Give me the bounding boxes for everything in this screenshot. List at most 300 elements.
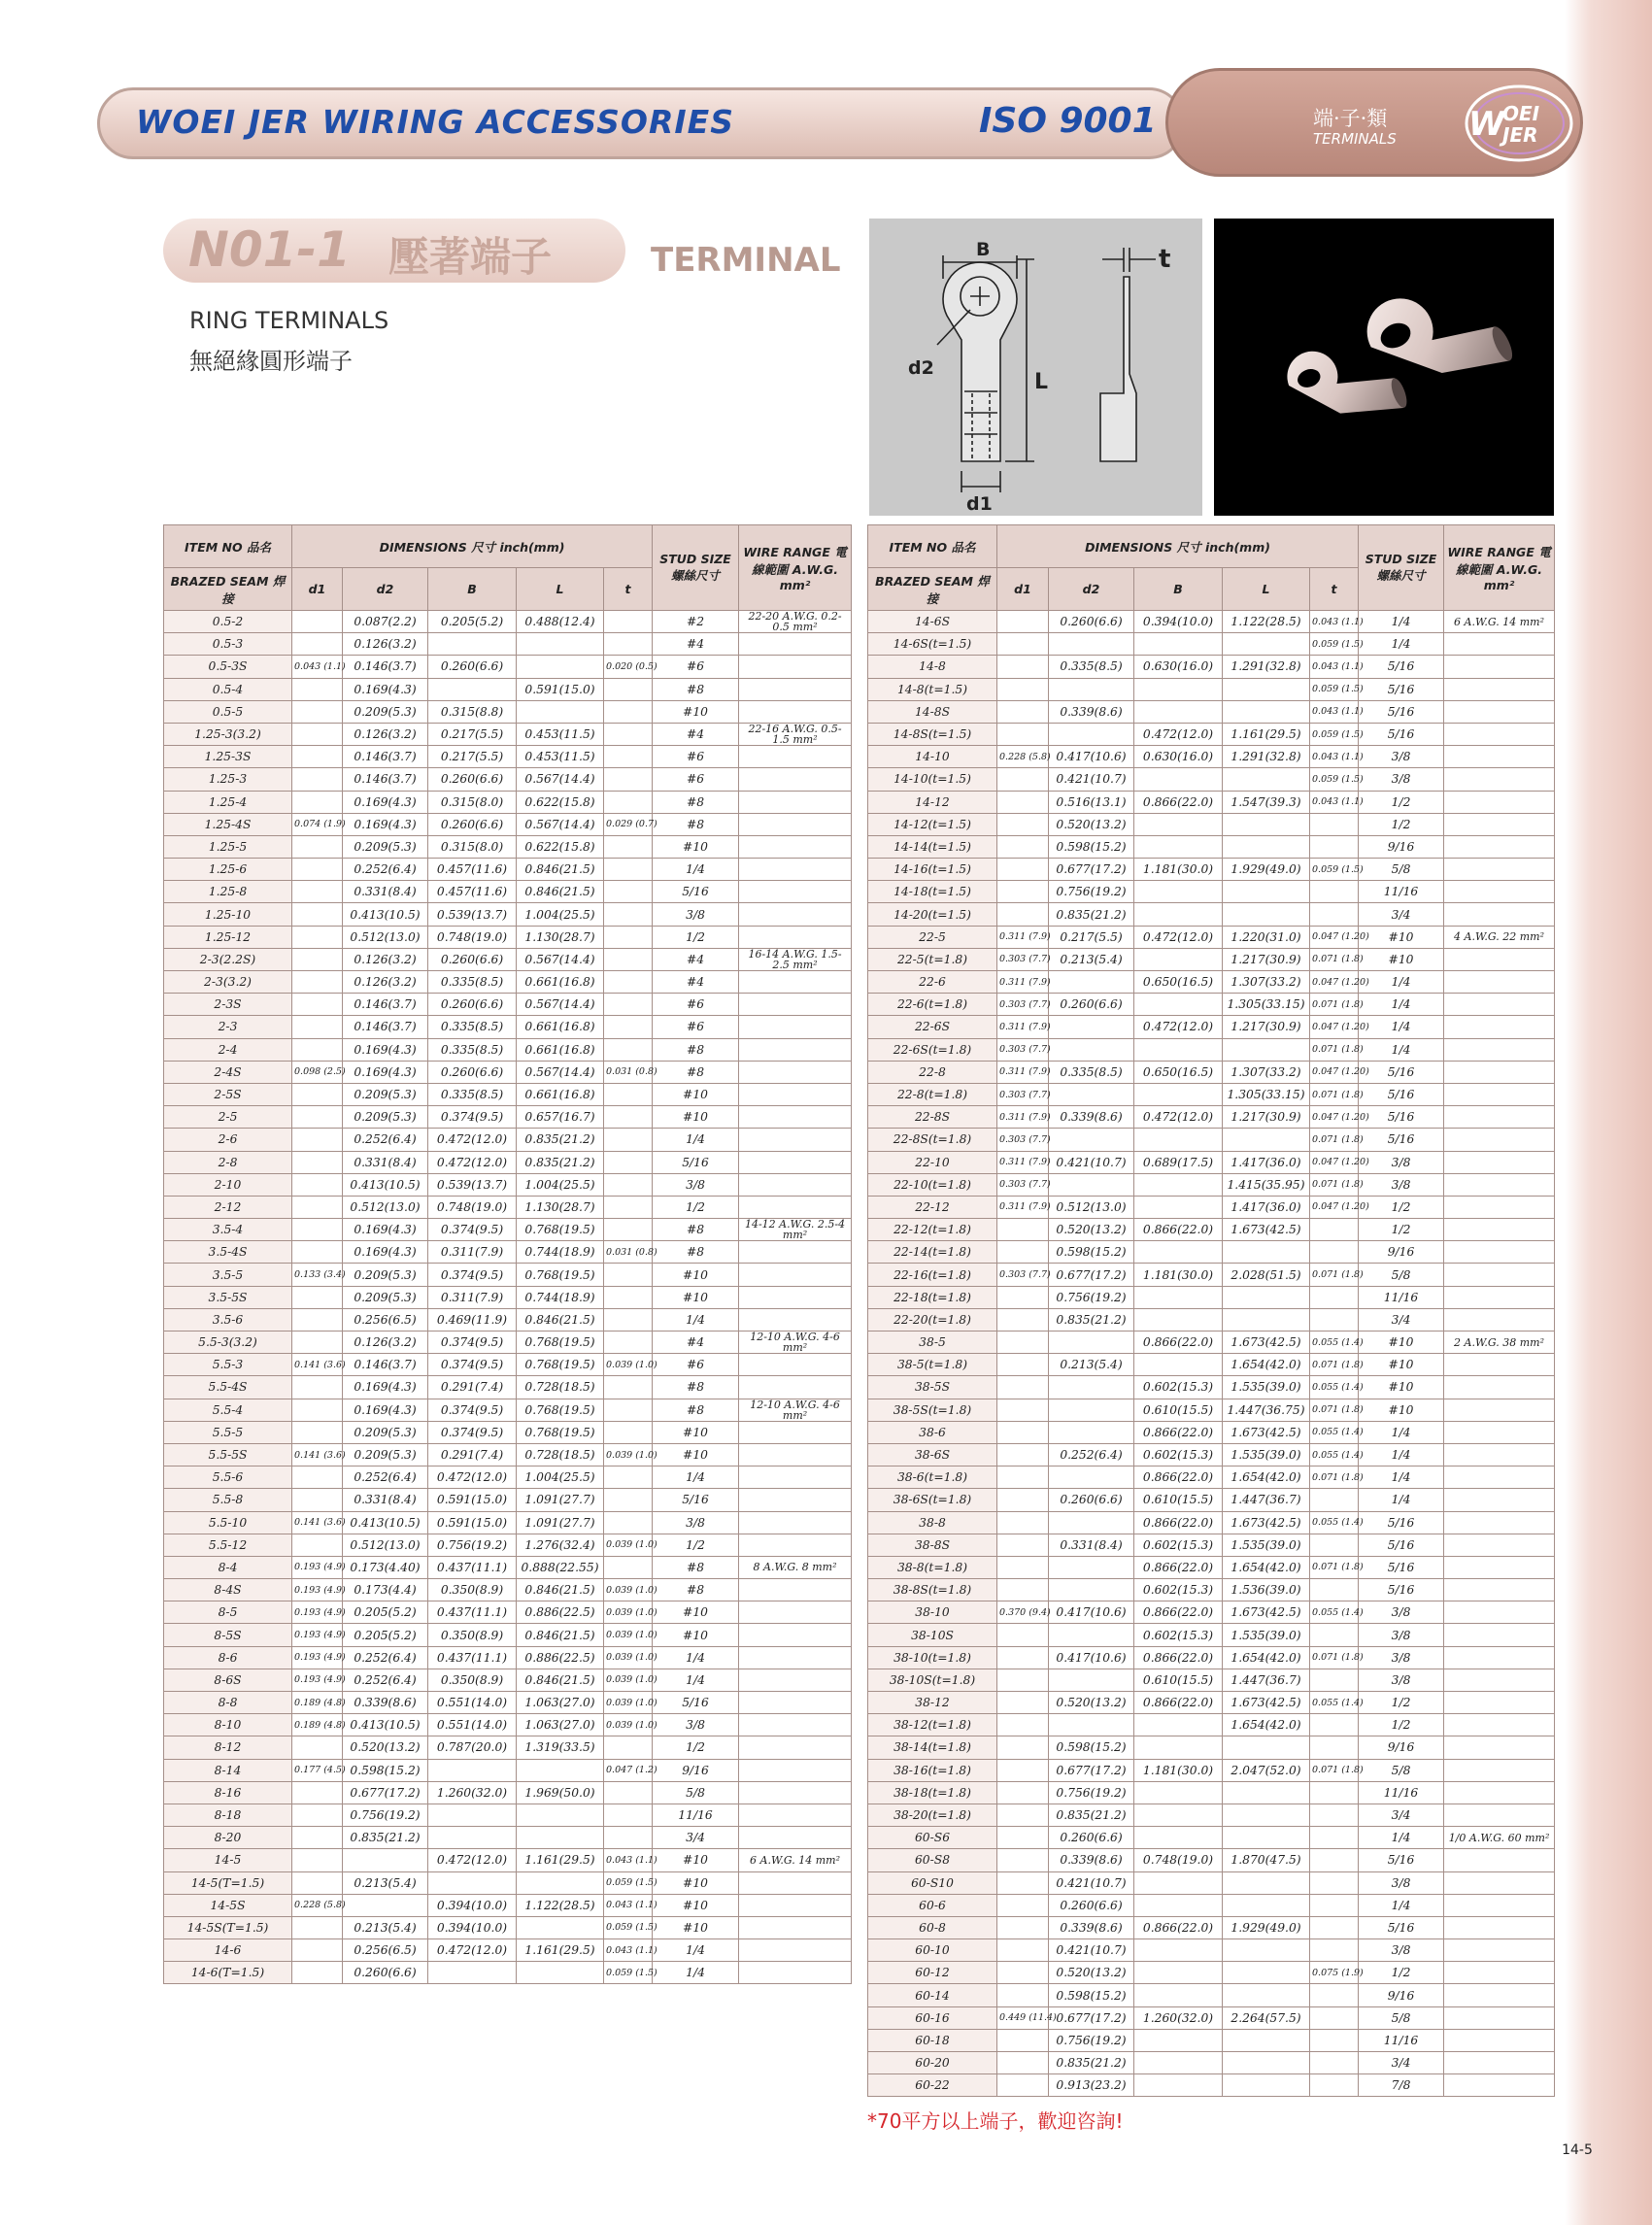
table-cell: 0.374(9.5) (428, 1421, 517, 1443)
table-cell: 38-12 (868, 1692, 997, 1714)
table-cell: 0.512(13.0) (343, 926, 428, 948)
table-cell: 0.311 (7.9) (997, 926, 1049, 948)
table-row (868, 2074, 1555, 2097)
table-cell (1134, 1984, 1223, 2006)
table-cell: 0.260(6.6) (343, 1962, 428, 1984)
table-cell (604, 746, 653, 768)
table-cell: 0.039 (1.0) (604, 1669, 653, 1691)
table-cell (997, 611, 1049, 633)
table-cell: 0.331(8.4) (343, 1489, 428, 1511)
table-cell (997, 1443, 1049, 1466)
table-cell: 0.374(9.5) (428, 1106, 517, 1129)
table-cell: 0.169(4.3) (343, 791, 428, 813)
table-cell: 2-3(3.2) (164, 971, 292, 994)
table-cell: #10 (1359, 1376, 1444, 1399)
table-cell: 0.311(7.9) (428, 1241, 517, 1264)
table-cell: 22-5(t=1.8) (868, 948, 997, 970)
table-row (164, 1173, 852, 1196)
table-row (164, 1804, 852, 1826)
table-cell: 6 A.W.G. 14 mm² (1444, 611, 1555, 633)
table-cell: 0.189 (4.8) (292, 1714, 343, 1736)
table-cell: 5.5-3(3.2) (164, 1332, 292, 1354)
table-cell: 0.413(10.5) (343, 903, 428, 926)
table-cell: 0.043 (1.1) (1310, 611, 1359, 633)
table-cell: #10 (653, 1421, 739, 1443)
table-cell (997, 1736, 1049, 1759)
table-cell: 5/16 (653, 881, 739, 903)
table-cell (997, 1376, 1049, 1399)
table-cell: 0.661(16.8) (517, 971, 604, 994)
table-cell (604, 1286, 653, 1308)
table-cell: 3/8 (1359, 1151, 1444, 1173)
table-cell (292, 1219, 343, 1241)
table-row (868, 1443, 1555, 1466)
table-cell: 0.520(13.2) (343, 1736, 428, 1759)
label-d1: d1 (966, 493, 993, 515)
table-cell (739, 1443, 852, 1466)
table-cell (739, 1354, 852, 1376)
table-cell: 1/4 (653, 1646, 739, 1669)
table-cell: 1.535(39.0) (1223, 1376, 1310, 1399)
table-row (164, 678, 852, 700)
table-cell: 5.5-5S (164, 1443, 292, 1466)
table-cell: 0.126(3.2) (343, 723, 428, 745)
table-cell: #6 (653, 746, 739, 768)
table-cell: 1.25-3S (164, 746, 292, 768)
table-cell: 0.657(16.7) (517, 1106, 604, 1129)
table-cell: 3.5-5S (164, 1286, 292, 1308)
table-cell (1310, 835, 1359, 858)
table-cell (1049, 1466, 1134, 1489)
table-row (164, 746, 852, 768)
table-cell: 0.421(10.7) (1049, 1871, 1134, 1894)
table-cell: 0.472(12.0) (1134, 1016, 1223, 1038)
table-row (164, 1714, 852, 1736)
table-cell: 1.25-3 (164, 768, 292, 791)
table-cell: 0.071 (1.8) (1310, 1354, 1359, 1376)
table-cell (739, 700, 852, 723)
table-cell (292, 859, 343, 881)
table-cell (1134, 678, 1223, 700)
table-cell (997, 700, 1049, 723)
table-cell (1444, 1489, 1555, 1511)
product-photo (1214, 219, 1554, 516)
table-cell: 0.260(6.6) (428, 994, 517, 1016)
table-cell (1134, 948, 1223, 970)
table-cell (604, 1106, 653, 1129)
table-cell: 0.551(14.0) (428, 1692, 517, 1714)
table-cell: 1/2 (1359, 791, 1444, 813)
table-cell: 38-8S(t=1.8) (868, 1579, 997, 1601)
table-cell: 1.929(49.0) (1223, 859, 1310, 881)
table-cell: 0.315(8.0) (428, 835, 517, 858)
table-cell: 12-10 A.W.G. 4-6 mm² (739, 1399, 852, 1421)
table-cell (739, 1939, 852, 1962)
table-cell (292, 633, 343, 656)
table-cell (997, 1534, 1049, 1556)
table-cell (1223, 1939, 1310, 1962)
table-row (868, 1332, 1555, 1354)
table-cell: 0.047 (1.2) (604, 1759, 653, 1781)
table-cell: 0.539(13.7) (428, 903, 517, 926)
table-row (164, 1421, 852, 1443)
table-cell (292, 1332, 343, 1354)
table-cell (1444, 1061, 1555, 1083)
page-number: 14-5 (1562, 2142, 1593, 2158)
table-cell: #10 (1359, 1354, 1444, 1376)
table-cell: #6 (653, 994, 739, 1016)
table-cell (292, 1534, 343, 1556)
table-row (868, 926, 1555, 948)
table-cell: 1/2 (653, 1736, 739, 1759)
table-cell (1134, 1804, 1223, 1826)
table-cell (604, 1083, 653, 1105)
col-brazed-seam: BRAZED SEAM 焊 接 (164, 568, 292, 611)
table-cell: 1.417(36.0) (1223, 1151, 1310, 1173)
table-cell (1444, 1759, 1555, 1781)
table-row (164, 633, 852, 656)
table-cell: 0.029 (0.7) (604, 813, 653, 835)
table-cell: 0.567(14.4) (517, 1061, 604, 1083)
table-cell (1223, 881, 1310, 903)
table-cell (739, 1736, 852, 1759)
table-row (868, 1016, 1555, 1038)
table-cell: 14-20(t=1.5) (868, 903, 997, 926)
table-cell (739, 1714, 852, 1736)
table-cell: 0.846(21.5) (517, 881, 604, 903)
table-cell: 0.602(15.3) (1134, 1624, 1223, 1646)
table-row (868, 1759, 1555, 1781)
table-cell: 0.311 (7.9) (997, 1061, 1049, 1083)
table-cell: 0.756(19.2) (1049, 1781, 1134, 1804)
table-cell (1310, 813, 1359, 835)
table-cell: 0.756(19.2) (428, 1534, 517, 1556)
table-row (868, 859, 1555, 881)
table-cell: 22-8S(t=1.8) (868, 1129, 997, 1151)
table-cell (1049, 971, 1134, 994)
table-cell: 0.520(13.2) (1049, 1219, 1134, 1241)
category-cn: 端·子·類 (1313, 107, 1388, 130)
table-cell (997, 1646, 1049, 1669)
table-cell: 0.5-3 (164, 633, 292, 656)
table-cell (1134, 633, 1223, 656)
table-cell: 1/4 (653, 1466, 739, 1489)
table-cell: 2-3S (164, 994, 292, 1016)
table-cell: 0.768(19.5) (517, 1219, 604, 1241)
table-cell: 1.929(49.0) (1223, 1916, 1310, 1938)
table-cell (1049, 1332, 1134, 1354)
table-cell: 0.748(19.0) (428, 926, 517, 948)
table-cell: 1/4 (653, 1669, 739, 1691)
table-cell (1444, 1308, 1555, 1331)
table-cell: 0.413(10.5) (343, 1173, 428, 1196)
table-cell: 0.260(6.6) (1049, 1489, 1134, 1511)
table-cell (1444, 881, 1555, 903)
table-row (868, 1849, 1555, 1871)
table-cell: 5/16 (1359, 1106, 1444, 1129)
table-cell (997, 1219, 1049, 1241)
table-cell (997, 881, 1049, 903)
table-cell (1049, 1511, 1134, 1534)
table-cell: 0.071 (1.8) (1310, 1646, 1359, 1669)
table-cell (739, 971, 852, 994)
table-cell: 1.673(42.5) (1223, 1601, 1310, 1624)
table-cell: 0.374(9.5) (428, 1264, 517, 1286)
table-cell: 0.512(13.0) (1049, 1196, 1134, 1218)
table-row (868, 1354, 1555, 1376)
table-cell (1444, 1871, 1555, 1894)
table-cell (1134, 2074, 1223, 2097)
table-cell: 1.181(30.0) (1134, 859, 1223, 881)
table-cell (997, 1308, 1049, 1331)
table-cell (1049, 1083, 1134, 1105)
table-cell (517, 1962, 604, 1984)
table-cell: 14-16(t=1.5) (868, 859, 997, 881)
table-cell: 11/16 (1359, 1781, 1444, 1804)
table-cell: #4 (653, 633, 739, 656)
table-cell (739, 1646, 852, 1669)
table-cell: 2 A.W.G. 38 mm² (1444, 1332, 1555, 1354)
table-cell: 0.043 (1.1) (292, 656, 343, 678)
table-cell: 0.394(10.0) (428, 1916, 517, 1938)
table-cell: #8 (653, 1376, 739, 1399)
table-cell: 1/2 (653, 1196, 739, 1218)
table-cell: 2-10 (164, 1173, 292, 1196)
table-cell: 1/4 (1359, 611, 1444, 633)
table-cell (1444, 1984, 1555, 2006)
table-row (164, 1151, 852, 1173)
table-cell: 0.209(5.3) (343, 1443, 428, 1466)
table-row (164, 1849, 852, 1871)
table-cell: 0.260(6.6) (1049, 1894, 1134, 1916)
table-cell: 0.756(19.2) (343, 1804, 428, 1826)
table-cell: 0.866(22.0) (1134, 1332, 1223, 1354)
table-cell: 8-6 (164, 1646, 292, 1669)
table-cell (1223, 2074, 1310, 2097)
table-cell: 3/8 (1359, 746, 1444, 768)
table-cell: 0.866(22.0) (1134, 1692, 1223, 1714)
table-cell: 0.055 (1.4) (1310, 1376, 1359, 1399)
table-cell: 0.677(17.2) (1049, 1759, 1134, 1781)
table-cell: #10 (653, 1894, 739, 1916)
table-cell: 1.130(28.7) (517, 926, 604, 948)
table-row (868, 1894, 1555, 1916)
table-cell: 60-12 (868, 1962, 997, 1984)
table-cell: 60-S10 (868, 1871, 997, 1894)
table-cell: 0.039 (1.0) (604, 1692, 653, 1714)
table-cell: 0.567(14.4) (517, 813, 604, 835)
table-row (164, 835, 852, 858)
table-cell (997, 1781, 1049, 1804)
table-cell: 1/4 (1359, 1421, 1444, 1443)
table-cell: 1.969(50.0) (517, 1781, 604, 1804)
table-cell: 1.25-5 (164, 835, 292, 858)
table-cell (997, 2052, 1049, 2074)
table-cell: #8 (653, 1399, 739, 1421)
col-b: B (1134, 568, 1223, 611)
table-cell: 0.260(6.6) (428, 813, 517, 835)
table-cell (604, 1332, 653, 1354)
table-cell (739, 994, 852, 1016)
table-cell: 1.25-4 (164, 791, 292, 813)
table-cell (1049, 1376, 1134, 1399)
table-cell: 0.311 (7.9) (997, 1196, 1049, 1218)
table-cell: #8 (653, 791, 739, 813)
table-cell (292, 678, 343, 700)
table-cell: 5/16 (1359, 1579, 1444, 1601)
table-cell: 60-8 (868, 1916, 997, 1938)
table-cell: 0.835(21.2) (1049, 1804, 1134, 1826)
table-cell: 14-6(T=1.5) (164, 1962, 292, 1984)
table-row (164, 1962, 852, 1984)
table-cell (517, 1871, 604, 1894)
subtitle-cn: 無絕緣圓形端子 (189, 348, 353, 375)
table-cell: 2-3(2.2S) (164, 948, 292, 970)
table-row (164, 1939, 852, 1962)
table-cell: 0.303 (7.7) (997, 948, 1049, 970)
table-row (868, 1219, 1555, 1241)
table-cell: 0.5-4 (164, 678, 292, 700)
table-cell: 0.374(9.5) (428, 1219, 517, 1241)
table-cell (1049, 1579, 1134, 1601)
table-cell: 0.169(4.3) (343, 1061, 428, 1083)
table-cell (1134, 1354, 1223, 1376)
table-cell (739, 1421, 852, 1443)
table-cell (739, 1894, 852, 1916)
table-cell: 5/16 (1359, 723, 1444, 745)
table-row (868, 1308, 1555, 1331)
subtitle-en: RING TERMINALS (189, 307, 389, 334)
table-cell: 3/8 (653, 1511, 739, 1534)
table-cell: 8-18 (164, 1804, 292, 1826)
table-cell: 0.303 (7.7) (997, 1264, 1049, 1286)
table-cell: 0.213(5.4) (343, 1916, 428, 1938)
table-cell (1049, 678, 1134, 700)
table-cell (428, 633, 517, 656)
table-row (164, 768, 852, 791)
col-b: B (428, 568, 517, 611)
table-cell: 0.213(5.4) (343, 1871, 428, 1894)
table-cell: 3/8 (1359, 1173, 1444, 1196)
table-cell: 0.610(15.5) (1134, 1669, 1223, 1691)
table-cell: 0.520(13.2) (1049, 813, 1134, 835)
table-cell: 0.193 (4.9) (292, 1646, 343, 1669)
table-row (868, 1646, 1555, 1669)
table-cell: 8-6S (164, 1669, 292, 1691)
table-cell: 3/8 (1359, 1646, 1444, 1669)
table-cell: 1.004(25.5) (517, 903, 604, 926)
table-cell: 5/16 (1359, 656, 1444, 678)
table-cell: 0.303 (7.7) (997, 1173, 1049, 1196)
table-cell: 0.394(10.0) (428, 1894, 517, 1916)
table-cell (604, 1489, 653, 1511)
table-cell (997, 1354, 1049, 1376)
table-cell: 0.311(7.9) (428, 1286, 517, 1308)
table-cell (1049, 1556, 1134, 1578)
table-cell: 0.866(22.0) (1134, 1421, 1223, 1443)
table-cell: 9/16 (653, 1759, 739, 1781)
table-row (164, 1624, 852, 1646)
brand-logo-icon (1449, 82, 1575, 165)
table-row (868, 1714, 1555, 1736)
table-cell (1444, 1646, 1555, 1669)
table-cell (1134, 1827, 1223, 1849)
table-cell: 0.598(15.2) (1049, 1241, 1134, 1264)
table-cell: 38-6S(t=1.8) (868, 1489, 997, 1511)
table-cell: 22-6 (868, 971, 997, 994)
table-cell: 0.520(13.2) (1049, 1962, 1134, 1984)
table-cell: #4 (653, 948, 739, 970)
table-cell (739, 1061, 852, 1083)
table-row (868, 881, 1555, 903)
table-cell: 1.161(29.5) (517, 1939, 604, 1962)
table-cell (1134, 1241, 1223, 1264)
table-cell (292, 1962, 343, 1984)
table-cell: 1.654(42.0) (1223, 1714, 1310, 1736)
table-row (868, 948, 1555, 970)
table-cell: 0.331(8.4) (1049, 1534, 1134, 1556)
table-cell (1134, 1939, 1223, 1962)
table-row (868, 1871, 1555, 1894)
table-cell: 1/4 (653, 1939, 739, 1962)
table-cell: 1.673(42.5) (1223, 1421, 1310, 1443)
table-cell (604, 791, 653, 813)
label-b: B (976, 239, 991, 260)
table-cell: 0.866(22.0) (1134, 1466, 1223, 1489)
table-row (868, 1129, 1555, 1151)
table-cell: 16-14 A.W.G. 1.5-2.5 mm² (739, 948, 852, 970)
table-row (164, 994, 852, 1016)
table-cell (739, 1916, 852, 1938)
table-cell: 0.146(3.7) (343, 768, 428, 791)
table-cell: 0.866(22.0) (1134, 1601, 1223, 1624)
table-cell: 0.071 (1.8) (1310, 948, 1359, 970)
table-cell: 0.217(5.5) (1049, 926, 1134, 948)
table-cell (604, 971, 653, 994)
table-row (868, 1556, 1555, 1578)
table-cell: 8-5 (164, 1601, 292, 1624)
table-row (868, 1781, 1555, 1804)
table-cell: 1.307(33.2) (1223, 1061, 1310, 1083)
table-cell (517, 1827, 604, 1849)
table-cell: 0.146(3.7) (343, 994, 428, 1016)
table-cell: 0.260(6.6) (428, 656, 517, 678)
table-cell: 0.071 (1.8) (1310, 1759, 1359, 1781)
table-cell: 0.043 (1.1) (604, 1939, 653, 1962)
table-cell: 0.126(3.2) (343, 633, 428, 656)
table-row (164, 1286, 852, 1308)
table-cell: 0.071 (1.8) (1310, 1466, 1359, 1489)
table-cell (997, 1556, 1049, 1578)
table-cell: 14-6 (164, 1939, 292, 1962)
table-row (868, 1241, 1555, 1264)
table-cell: 3/4 (1359, 1804, 1444, 1826)
table-cell: 22-16 A.W.G. 0.5-1.5 mm² (739, 723, 852, 745)
table-cell: 0.677(17.2) (1049, 859, 1134, 881)
table-cell: 8-4S (164, 1579, 292, 1601)
table-cell (604, 768, 653, 791)
table-cell (1223, 903, 1310, 926)
table-row (164, 611, 852, 633)
table-cell: 0.039 (1.0) (604, 1601, 653, 1624)
table-cell: 0.339(8.6) (1049, 700, 1134, 723)
table-cell (517, 633, 604, 656)
table-cell (1223, 700, 1310, 723)
table-cell: 1.673(42.5) (1223, 1219, 1310, 1241)
table-cell: 0.437(11.1) (428, 1556, 517, 1578)
table-row (868, 903, 1555, 926)
table-cell: 0.039 (1.0) (604, 1534, 653, 1556)
